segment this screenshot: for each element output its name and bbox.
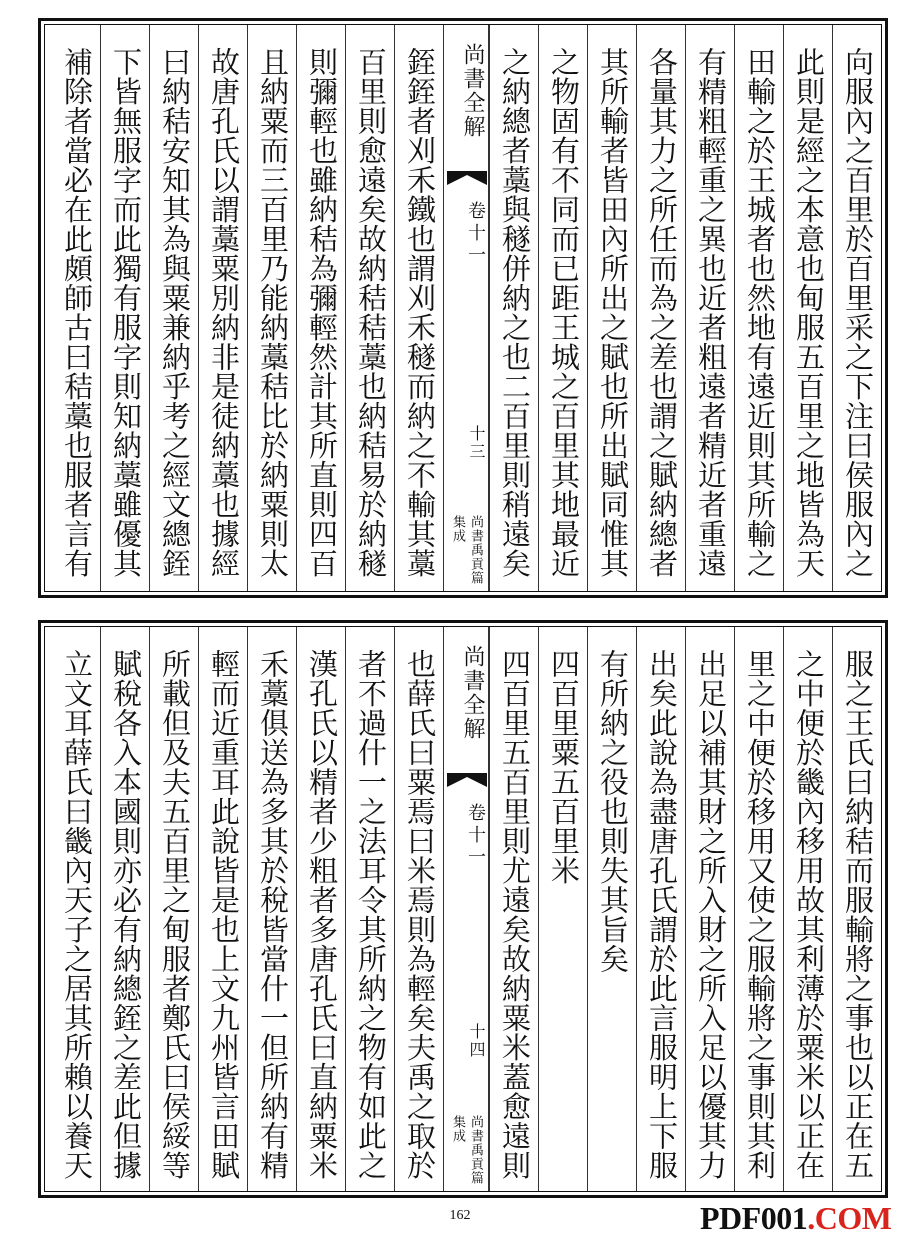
- text-column: 補除者當必在此頗師古曰秸藁也服者言有: [60, 47, 94, 578]
- text-column: 向服內之百里於百里采之下注曰侯服內之: [832, 25, 881, 591]
- collection-suffix: 集成: [450, 515, 465, 543]
- sheet-number: 十三: [467, 425, 486, 461]
- fish-tail-mark-icon: [447, 773, 487, 787]
- watermark-dot: .: [807, 1200, 815, 1236]
- watermark-prefix: PDF001: [700, 1200, 808, 1236]
- center-spine: [443, 627, 489, 1191]
- text-column: 有精粗輕重之異也近者粗遠者精近者重遠: [685, 25, 734, 591]
- collection-suffix: 集成: [450, 1115, 465, 1143]
- text-column: 立文耳薛氏曰畿內天子之居其所賴以養天: [60, 649, 94, 1180]
- book-title: 尚書全解: [460, 43, 485, 139]
- collection-title: 尚書禹貢篇: [468, 1115, 483, 1185]
- text-column: 賦稅各入本國則亦必有納總銍之差此但據: [100, 627, 149, 1191]
- text-column: 下皆無服字而此獨有服字則知納藁雖優其: [100, 25, 149, 591]
- watermark: [700, 1200, 891, 1237]
- volume-label: 卷十一: [465, 803, 486, 869]
- upper-text-columns: [45, 25, 881, 591]
- lower-page: [38, 620, 888, 1198]
- page-number: 162: [449, 1208, 471, 1223]
- fish-tail-mark-icon: [447, 171, 487, 185]
- text-column: 曰納秸安知其為與粟兼納乎考之經文總銍: [149, 25, 198, 591]
- lower-text-columns: [45, 627, 881, 1191]
- text-column: 百里則愈遠矣故納秸秸藁也納秸易於納穟: [345, 25, 394, 591]
- center-spine: [443, 25, 489, 591]
- text-column: 田輸之於王城者也然地有遠近則其所輸之: [734, 25, 783, 591]
- text-column: 故唐孔氏以謂藁粟別納非是徒納藁也據經: [198, 25, 247, 591]
- text-column: 所載但及夫五百里之甸服者鄭氏曰侯綏等: [149, 627, 198, 1191]
- upper-page: [38, 18, 888, 598]
- text-column: 出足以補其財之所入財之所入足以優其力: [685, 627, 734, 1191]
- text-column: 里之中便於移用又使之服輸將之事則其利: [734, 627, 783, 1191]
- text-column: 銍銍者刈禾鐵也謂刈禾穟而納之不輸其藁: [394, 25, 443, 591]
- text-column: 之中便於畿內移用故其利薄於粟米以正在: [783, 627, 832, 1191]
- collection-label: [444, 515, 488, 585]
- book-title: 尚書全解: [460, 645, 485, 741]
- text-column: 也薛氏曰粟焉曰米焉則為輕矣夫禹之取於: [394, 627, 443, 1191]
- collection-label: [444, 1115, 488, 1185]
- text-column: 有所納之役也則失其旨矣: [587, 627, 636, 1191]
- text-column: 之納總者藁與穟併納之也二百里則稍遠矣: [489, 25, 538, 591]
- text-column: 各量其力之所任而為之差也謂之賦納總者: [636, 25, 685, 591]
- text-column: 漢孔氏以精者少粗者多唐孔氏曰直納粟米: [296, 627, 345, 1191]
- collection-title: 尚書禹貢篇: [468, 515, 483, 585]
- text-column: 四百里五百里則尤遠矣故納粟米蓋愈遠則: [489, 627, 538, 1191]
- sheet-number: 十四: [467, 1023, 486, 1059]
- text-column: 其所輸者皆田內所出之賦也所出賦同惟其: [587, 25, 636, 591]
- text-column: 之物固有不同而已距王城之百里其地最近: [538, 25, 587, 591]
- text-column: 禾藁俱送為多其於稅皆當什一但所納有精: [247, 627, 296, 1191]
- section-heading-column: 四百里粟五百里米: [538, 627, 587, 1191]
- volume-label: 卷十一: [465, 201, 486, 267]
- text-column: 服之王氏曰納秸而服輸將之事也以正在五: [832, 627, 881, 1191]
- watermark-suffix: COM: [814, 1200, 892, 1236]
- text-column: 出矣此說為盡唐孔氏謂於此言服明上下服: [636, 627, 685, 1191]
- text-column: 此則是經之本意也甸服五百里之地皆為天: [783, 25, 832, 591]
- text-column: 且納粟而三百里乃能納藁秸比於納粟則太: [247, 25, 296, 591]
- text-column: 者不過什一之法耳令其所納之物有如此之: [345, 627, 394, 1191]
- text-column: 輕而近重耳此說皆是也上文九州皆言田賦: [198, 627, 247, 1191]
- text-column: 則彌輕也雖納秸為彌輕然計其所直則四百: [296, 25, 345, 591]
